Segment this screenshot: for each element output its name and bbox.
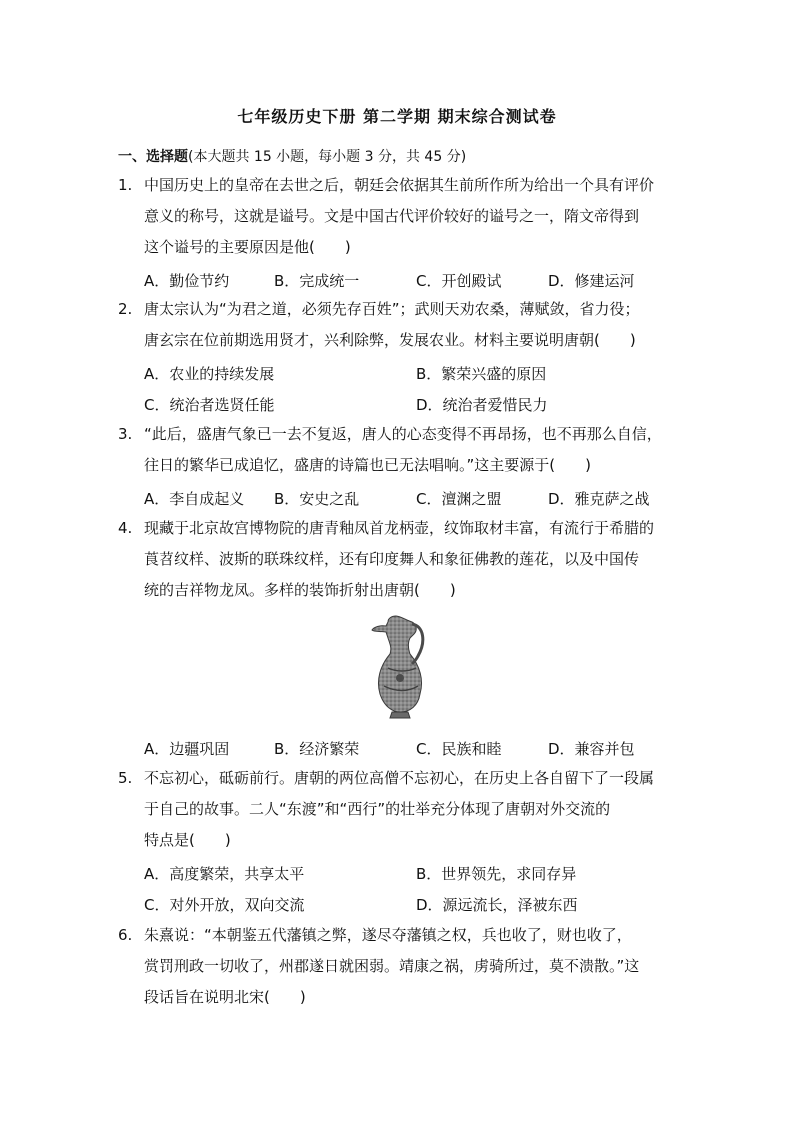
stem-line: 特点是( )	[144, 831, 231, 849]
stem-line: 不忘初心，砥砺前行。唐朝的两位高僧不忘初心，在历史上各自留下了一段属	[144, 769, 655, 787]
stem-line: 往日的繁华已成追忆，盛唐的诗篇也已无法唱响。”这主要源于( )	[144, 456, 591, 474]
question-number: 3.	[118, 425, 133, 443]
question-number: 5.	[118, 769, 133, 787]
stem-line: 朱熹说：“本朝鉴五代藩镇之弊，遂尽夺藩镇之权，兵也收了，财也收了，	[144, 926, 632, 944]
option-c: C．开创殿试	[416, 272, 502, 290]
stem-line: 唐太宗认为“为君之道，必须先存百姓”；武则天劝农桑，薄赋敛，省力役；	[144, 300, 640, 318]
option-d: D．兼容并包	[548, 740, 635, 758]
option-c: C．统治者选贤任能	[144, 396, 275, 414]
question-1	[118, 170, 678, 263]
option-b: B．完成统一	[274, 272, 360, 290]
option-b: B．世界领先，求同存异	[416, 865, 577, 883]
stem-line: 于自己的故事。二人“东渡”和“西行”的壮举充分体现了唐朝对外交流的	[144, 800, 611, 818]
question-stem	[144, 920, 678, 1013]
stem-line: 中国历史上的皇帝在去世之后，朝廷会依据其生前所作所为给出一个具有评价	[144, 176, 655, 194]
stem-line: 统的吉祥物龙凤。多样的装饰折射出唐朝( )	[144, 581, 456, 599]
section-note: (本大题共 15 小题，每小题 3 分，共 45 分)	[188, 149, 467, 165]
question-4	[118, 513, 678, 606]
stem-line: 现藏于北京故宫博物院的唐青釉凤首龙柄壶，纹饰取材丰富，有流行于希腊的	[144, 519, 655, 537]
option-a: A．勤俭节约	[144, 272, 230, 290]
question-6	[118, 920, 678, 1013]
stem-line: 这个谥号的主要原因是他( )	[144, 238, 351, 256]
question-number: 4.	[118, 519, 133, 537]
stem-line: 唐玄宗在位前期选用贤才，兴利除弊，发展农业。材料主要说明唐朝( )	[144, 331, 636, 349]
question-stem	[144, 294, 678, 356]
question-3	[118, 419, 678, 481]
question-number: 6.	[118, 926, 133, 944]
vase-image	[366, 612, 432, 720]
option-a: A．高度繁荣，共享太平	[144, 865, 305, 883]
question-stem	[144, 170, 678, 263]
question-stem	[144, 419, 678, 481]
option-c: C．对外开放，双向交流	[144, 896, 305, 914]
question-number: 2.	[118, 300, 133, 318]
exam-title: 七年级历史下册 第二学期 期末综合测试卷	[237, 107, 557, 126]
question-number: 1.	[118, 176, 133, 194]
option-b: B．经济繁荣	[274, 740, 360, 758]
option-d: D．源远流长，泽被东西	[416, 896, 578, 914]
option-c: C．澶渊之盟	[416, 490, 502, 508]
stem-line: “此后，盛唐气象已一去不复返，唐人的心态变得不再昂扬，也不再那么自信，	[144, 425, 662, 443]
option-a: A．边疆巩固	[144, 740, 230, 758]
section-label: 一、选择题	[118, 149, 188, 165]
option-b: B．安史之乱	[274, 490, 360, 508]
stem-line: 赏罚刑政一切收了，州郡遂日就困弱。靖康之祸，虏骑所过，莫不溃散。”这	[144, 957, 640, 975]
option-b: B．繁荣兴盛的原因	[416, 365, 547, 383]
question-2	[118, 294, 678, 356]
option-c: C．民族和睦	[416, 740, 502, 758]
section-heading	[118, 146, 466, 166]
stem-line: 莨苕纹样、波斯的联珠纹样，还有印度舞人和象征佛教的莲花，以及中国传	[144, 550, 640, 568]
option-a: A．农业的持续发展	[144, 365, 275, 383]
option-d: D．统治者爱惜民力	[416, 396, 548, 414]
option-a: A．李自成起义	[144, 490, 245, 508]
question-stem	[144, 763, 678, 856]
stem-line: 意义的称号，这就是谥号。文是中国古代评价较好的谥号之一，隋文帝得到	[144, 207, 640, 225]
option-d: D．雅克萨之战	[548, 490, 650, 508]
option-d: D．修建运河	[548, 272, 635, 290]
question-5	[118, 763, 678, 856]
question-stem	[144, 513, 678, 606]
stem-line: 段话旨在说明北宋( )	[144, 988, 306, 1006]
